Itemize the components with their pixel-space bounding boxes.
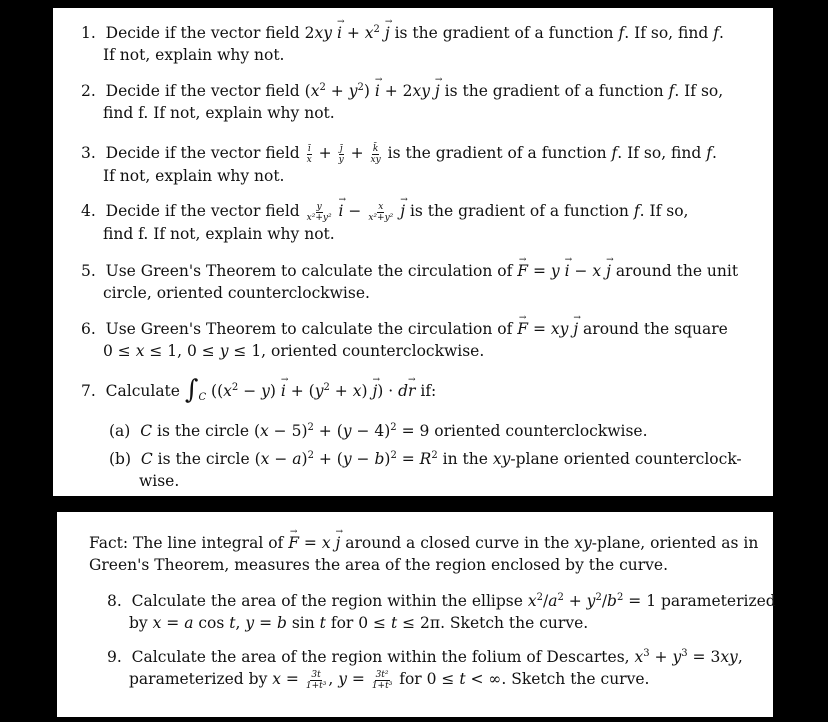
problem-1 <box>81 22 724 66</box>
problem-3 <box>81 142 717 187</box>
problem-8-line-2: by x = a cos t, y = b sin t for 0 ≤ t ≤ 2π. Sketch the curve. <box>129 614 589 632</box>
problem-2-line-2: find f. If not, explain why not. <box>103 104 335 122</box>
problem-9-line-2: parameterized by x = $\frac{3t}{\text{1+t³}}$ , y = $\frac{\text{3t²}}{\text{1+t³}}$ for 0 ≤ t < ∞. Sketch the curve. <box>129 669 650 691</box>
problem-5 <box>81 260 738 304</box>
problem-9-line-1: 9. Calculate the area of the region within the folium of Descartes, $x^3 + y^3 = 3xy$, <box>107 647 743 666</box>
problem-7 <box>81 375 437 409</box>
fact-panel <box>57 512 776 717</box>
problem-3-line-2: If not, explain why not. <box>103 166 285 185</box>
problem-4-line-1: 4. Decide if the vector field $\frac{y}{\text{x²+y²}}$ → i − $\frac{x}{\text{x²+y²}}$ → j is the gradient of a function f. If so, <box>81 200 688 223</box>
problem-4-line-2: find f. If not, explain why not. <box>103 224 335 243</box>
problem-panel <box>53 8 773 496</box>
fact-line-1: Fact: The line integral of → F = x → j around a closed curve in the xy-plane, oriented as in <box>89 532 758 554</box>
problem-1-line-2: If not, explain why not. <box>103 46 285 64</box>
problem-8-line-1: 8. Calculate the area of the region within the ellipse $x^2/a^2 + y^2/b^2 = 1$ parameterized <box>107 591 776 610</box>
problem-7b <box>109 448 742 492</box>
problem-2 <box>81 80 723 124</box>
problem-1-line-1: 1. Decide if the vector field $2xy \to i + x^2 \to j$ is the gradient of a function f. If so, find f. <box>81 22 724 44</box>
fact-text <box>89 532 758 576</box>
problem-4 <box>81 200 688 245</box>
problem-7b-line-1: (b) C is the circle $(x - a)^2 + (y - b)^2 = R^2$ in the xy-plane oriented counterclock- <box>109 449 742 468</box>
problem-8 <box>107 590 776 634</box>
problem-5-line-2: circle, oriented counterclockwise. <box>103 284 370 302</box>
problem-6-line-1: 6. Use Green's Theorem to calculate the circulation of → F = xy → j around the square <box>81 318 728 340</box>
problem-5-line-1: 5. Use Green's Theorem to calculate the circulation of → F = y → i − x → j around the unit <box>81 260 738 282</box>
fact-line-2: Green's Theorem, measures the area of the region enclosed by the curve. <box>89 556 668 574</box>
problem-2-line-1: 2. Decide if the vector field $(x^2 + y^2) \to i + 2xy \to j$ is the gradient of a function f. If so, <box>81 80 723 102</box>
problem-7a-line-1: (a) C is the circle $(x - 5)^2 + (y - 4)^2 = 9$ oriented counterclockwise. <box>109 421 648 440</box>
problem-6 <box>81 318 728 362</box>
problem-7-line-1: 7. Calculate $\int_C$ $((x^2 - y) \to i + (y^2 + x) \to j) \cdot d\to r$ if: <box>81 380 436 409</box>
problem-3-line-1: 3. Decide if the vector field $\frac{ī}{x}$ + $\frac{j̄}{y}$ + $\frac{k̄}{xy}$ is the gradient of a function f. If so, find f. <box>81 143 717 165</box>
problem-9 <box>107 646 743 691</box>
problem-7a <box>109 420 648 442</box>
problem-7b-line-2: wise. <box>139 472 180 490</box>
problem-6-line-2: 0 ≤ x ≤ 1, 0 ≤ y ≤ 1, oriented counterclockwise. <box>103 342 485 360</box>
